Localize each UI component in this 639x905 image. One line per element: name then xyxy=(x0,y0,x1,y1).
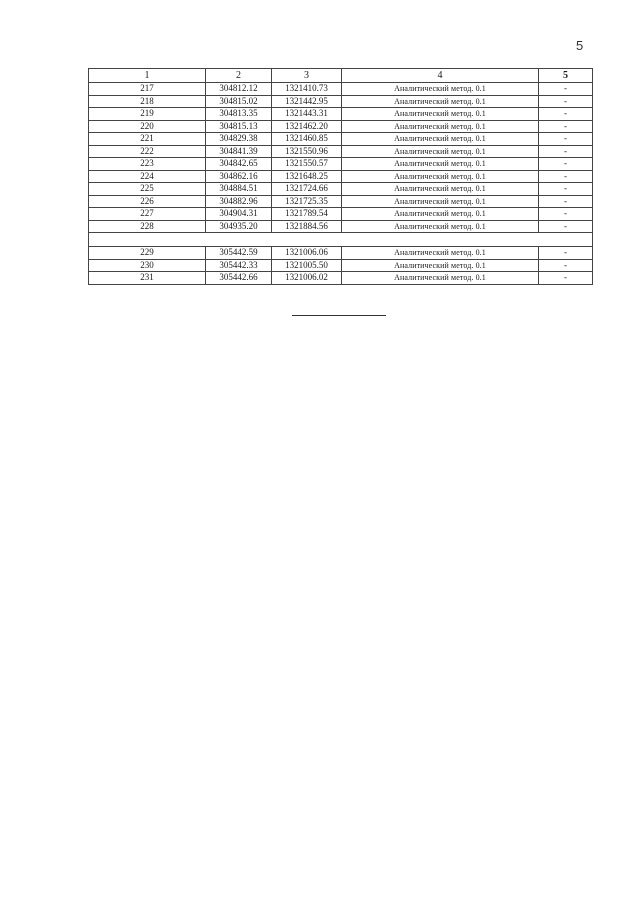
table-row xyxy=(89,83,593,96)
table-row xyxy=(89,247,593,260)
table-row xyxy=(89,195,593,208)
y-coordinate-cell: 1321550.57 xyxy=(272,158,342,171)
y-coordinate-cell: 1321725.35 xyxy=(272,195,342,208)
point-number-cell: 225 xyxy=(89,183,206,196)
method-cell: Аналитический метод. 0.1 xyxy=(342,158,539,171)
y-coordinate-cell: 1321005.50 xyxy=(272,259,342,272)
note-cell: - xyxy=(539,120,593,133)
note-cell: - xyxy=(539,158,593,171)
x-coordinate-cell: 304842.65 xyxy=(206,158,272,171)
note-cell: - xyxy=(539,195,593,208)
header-cell-5: 5 xyxy=(539,69,593,83)
method-cell: Аналитический метод. 0.1 xyxy=(342,208,539,221)
table-row xyxy=(89,95,593,108)
table-row xyxy=(89,170,593,183)
x-coordinate-cell: 304884.51 xyxy=(206,183,272,196)
method-cell: Аналитический метод. 0.1 xyxy=(342,259,539,272)
x-coordinate-cell: 304829.38 xyxy=(206,133,272,146)
point-number-cell: 228 xyxy=(89,220,206,233)
x-coordinate-cell: 305442.33 xyxy=(206,259,272,272)
note-cell: - xyxy=(539,183,593,196)
point-number-cell: 227 xyxy=(89,208,206,221)
method-cell: Аналитический метод. 0.1 xyxy=(342,272,539,285)
y-coordinate-cell: 1321442.95 xyxy=(272,95,342,108)
method-cell: Аналитический метод. 0.1 xyxy=(342,170,539,183)
point-number-cell: 224 xyxy=(89,170,206,183)
x-coordinate-cell: 304935.20 xyxy=(206,220,272,233)
method-cell: Аналитический метод. 0.1 xyxy=(342,145,539,158)
table-header-row xyxy=(89,69,593,83)
note-cell: - xyxy=(539,83,593,96)
point-number-cell: 230 xyxy=(89,259,206,272)
note-cell: - xyxy=(539,259,593,272)
point-number-cell: 217 xyxy=(89,83,206,96)
y-coordinate-cell: 1321443.31 xyxy=(272,108,342,121)
point-number-cell: 231 xyxy=(89,272,206,285)
x-coordinate-cell: 304813.35 xyxy=(206,108,272,121)
point-number-cell: 226 xyxy=(89,195,206,208)
method-cell: Аналитический метод. 0.1 xyxy=(342,108,539,121)
table-row xyxy=(89,158,593,171)
method-cell: Аналитический метод. 0.1 xyxy=(342,247,539,260)
note-cell: - xyxy=(539,272,593,285)
y-coordinate-cell: 1321724.66 xyxy=(272,183,342,196)
table-row xyxy=(89,145,593,158)
table-row xyxy=(89,208,593,221)
y-coordinate-cell: 1321006.02 xyxy=(272,272,342,285)
x-coordinate-cell: 304812.12 xyxy=(206,83,272,96)
point-number-cell: 229 xyxy=(89,247,206,260)
table-body xyxy=(89,83,593,285)
table-row xyxy=(89,272,593,285)
x-coordinate-cell: 304882.96 xyxy=(206,195,272,208)
y-coordinate-cell: 1321006.06 xyxy=(272,247,342,260)
point-number-cell: 222 xyxy=(89,145,206,158)
note-cell: - xyxy=(539,145,593,158)
y-coordinate-cell: 1321884.56 xyxy=(272,220,342,233)
header-cell-4: 4 xyxy=(342,69,539,83)
method-cell: Аналитический метод. 0.1 xyxy=(342,120,539,133)
point-number-cell: 219 xyxy=(89,108,206,121)
method-cell: Аналитический метод. 0.1 xyxy=(342,83,539,96)
blank-cell xyxy=(89,233,593,247)
x-coordinate-cell: 304862.16 xyxy=(206,170,272,183)
y-coordinate-cell: 1321462.20 xyxy=(272,120,342,133)
table-row xyxy=(89,120,593,133)
note-cell: - xyxy=(539,170,593,183)
x-coordinate-cell: 304904.31 xyxy=(206,208,272,221)
table-row xyxy=(89,220,593,233)
note-cell: - xyxy=(539,108,593,121)
x-coordinate-cell: 304815.02 xyxy=(206,95,272,108)
note-cell: - xyxy=(539,220,593,233)
x-coordinate-cell: 304841.39 xyxy=(206,145,272,158)
point-number-cell: 223 xyxy=(89,158,206,171)
header-cell-3: 3 xyxy=(272,69,342,83)
y-coordinate-cell: 1321789.54 xyxy=(272,208,342,221)
y-coordinate-cell: 1321460.85 xyxy=(272,133,342,146)
coordinates-table xyxy=(88,68,593,285)
x-coordinate-cell: 305442.59 xyxy=(206,247,272,260)
point-number-cell: 221 xyxy=(89,133,206,146)
table-row xyxy=(89,133,593,146)
header-cell-2: 2 xyxy=(206,69,272,83)
note-cell: - xyxy=(539,247,593,260)
y-coordinate-cell: 1321410.73 xyxy=(272,83,342,96)
note-cell: - xyxy=(539,208,593,221)
blank-row xyxy=(89,233,593,247)
point-number-cell: 218 xyxy=(89,95,206,108)
method-cell: Аналитический метод. 0.1 xyxy=(342,133,539,146)
method-cell: Аналитический метод. 0.1 xyxy=(342,95,539,108)
x-coordinate-cell: 305442.66 xyxy=(206,272,272,285)
table-row xyxy=(89,183,593,196)
point-number-cell: 220 xyxy=(89,120,206,133)
table-row xyxy=(89,259,593,272)
header-cell-1: 1 xyxy=(89,69,206,83)
page-number: 5 xyxy=(576,38,584,53)
note-cell: - xyxy=(539,133,593,146)
end-rule xyxy=(292,315,386,316)
x-coordinate-cell: 304815.13 xyxy=(206,120,272,133)
method-cell: Аналитический метод. 0.1 xyxy=(342,195,539,208)
y-coordinate-cell: 1321648.25 xyxy=(272,170,342,183)
y-coordinate-cell: 1321550.96 xyxy=(272,145,342,158)
note-cell: - xyxy=(539,95,593,108)
method-cell: Аналитический метод. 0.1 xyxy=(342,220,539,233)
table-row xyxy=(89,108,593,121)
method-cell: Аналитический метод. 0.1 xyxy=(342,183,539,196)
